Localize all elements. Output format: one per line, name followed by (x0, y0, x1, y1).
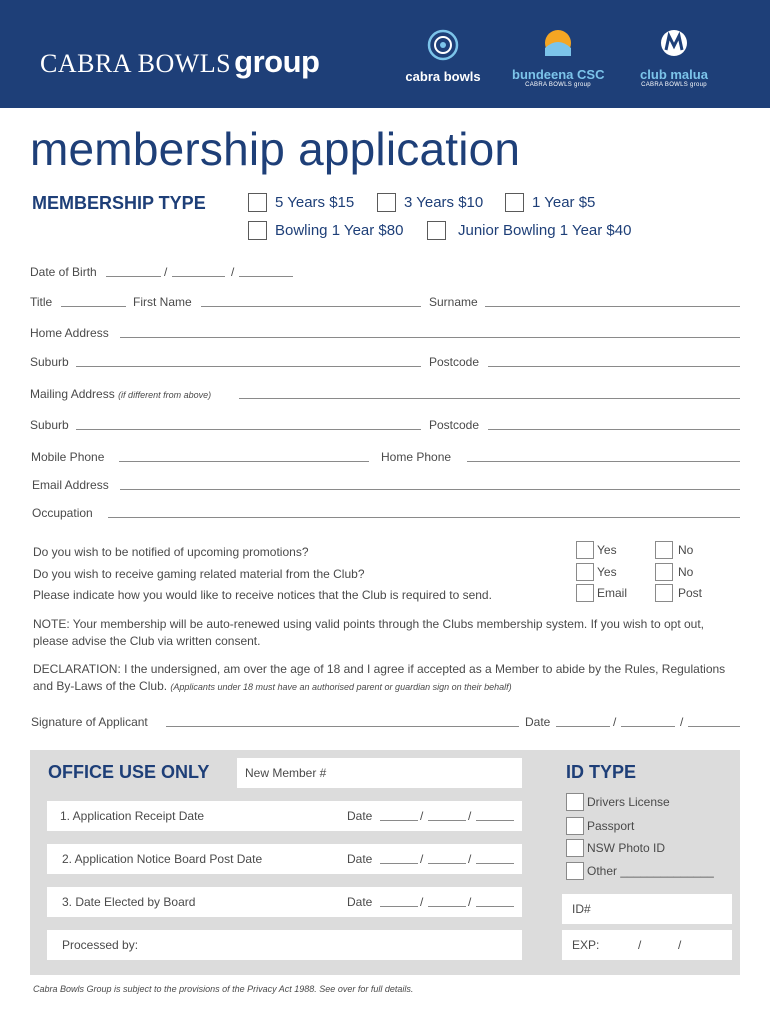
question-promotions: Do you wish to be notified of upcoming promotions? (33, 545, 309, 559)
postcode-field[interactable] (488, 366, 740, 367)
home-address-field[interactable] (120, 337, 740, 338)
home-phone-field[interactable] (467, 461, 740, 462)
date-separator: / (613, 715, 617, 729)
id-number-field[interactable] (562, 894, 732, 924)
brand-bold: group (234, 44, 320, 79)
auto-renew-note: NOTE: Your membership will be auto-renewed using valid points through the Clubs membership system. If you wish to opt out, please advise the Club via written consent. (33, 617, 704, 648)
surname-label: Surname (429, 295, 478, 309)
checkbox[interactable] (566, 862, 584, 880)
home-address-label: Home Address (30, 326, 109, 340)
promotions-yes-option[interactable] (576, 541, 617, 559)
date-separator: / (420, 895, 424, 909)
club-malua-logo (628, 28, 720, 88)
office-row-label: 1. Application Receipt Date (60, 809, 205, 823)
checkbox[interactable] (576, 563, 594, 581)
date-separator: / (231, 265, 235, 279)
dob-label: Date of Birth (30, 265, 97, 279)
option-label: Bowling 1 Year $80 (275, 222, 404, 239)
option-label: Junior Bowling 1 Year $40 (458, 222, 632, 239)
date-separator: / (468, 809, 472, 823)
option-label: Other ______________ (587, 864, 714, 878)
date-month-line (428, 820, 466, 821)
bundeena-csc-logo (512, 28, 604, 88)
option-label: Drivers License (587, 795, 670, 809)
signature-label: Signature of Applicant (31, 715, 148, 729)
office-row-date-label: Date (347, 895, 373, 909)
dob-year-field[interactable] (239, 276, 293, 277)
signature-year-field[interactable] (688, 726, 740, 727)
declaration-text: DECLARATION: I the undersigned, am over the age of 18 and I agree if accepted as a Member to abide by the Rules, Regulations and By-Laws of the Club. (33, 662, 726, 693)
declaration (33, 661, 733, 696)
signature-field[interactable] (166, 726, 519, 727)
date-month-line (428, 906, 466, 907)
office-row-label: 2. Application Notice Board Post Date (62, 852, 263, 866)
membership-option-bowling[interactable] (248, 221, 403, 240)
date-year-line (476, 820, 514, 821)
date-separator: / (420, 852, 424, 866)
new-member-label: New Member # (245, 766, 327, 780)
date-year-line (476, 863, 514, 864)
mailing-address-label (30, 387, 211, 401)
logo-tagline: CABRA BOWLS group (525, 82, 591, 88)
membership-option-5yr[interactable] (248, 193, 354, 212)
email-field[interactable] (120, 489, 740, 490)
mobile-phone-field[interactable] (119, 461, 369, 462)
processed-by-field[interactable] (47, 930, 522, 960)
page-title: membership application (30, 123, 521, 175)
logo-tagline: CABRA BOWLS group (641, 82, 707, 88)
promotions-no-option[interactable] (655, 541, 693, 559)
option-label: 1 Year $5 (532, 194, 596, 211)
signature-date-label: Date (525, 715, 551, 729)
option-label: No (678, 543, 694, 557)
membership-option-1yr[interactable] (505, 193, 595, 212)
logo-name: club malua (640, 67, 708, 82)
date-day-line (380, 906, 418, 907)
gaming-yes-option[interactable] (576, 563, 617, 581)
office-row[interactable] (47, 801, 522, 831)
date-day-line (380, 820, 418, 821)
date-day-line (380, 863, 418, 864)
date-separator: / (680, 715, 684, 729)
date-separator: / (638, 938, 642, 952)
option-label: Post (678, 586, 703, 600)
checkbox[interactable] (248, 193, 267, 212)
signature-month-field[interactable] (621, 726, 675, 727)
membership-option-3yr[interactable] (377, 193, 483, 212)
mobile-phone-label: Mobile Phone (31, 450, 105, 464)
question-gaming: Do you wish to receive gaming related material from the Club? (33, 567, 365, 581)
option-label: Passport (587, 819, 635, 833)
id-type-title: ID TYPE (566, 762, 637, 782)
first-name-field[interactable] (201, 306, 421, 307)
question-notices: Please indicate how you would like to receive notices that the Club is required to send. (33, 588, 492, 602)
notices-email-option[interactable] (576, 584, 627, 602)
date-separator: / (678, 938, 682, 952)
id-option-other[interactable] (566, 862, 714, 880)
occupation-label: Occupation (32, 506, 93, 520)
suburb-field[interactable] (76, 366, 421, 367)
privacy-footer: Cabra Bowls Group is subject to the provisions of the Privacy Act 1988. See over for full details. (33, 984, 414, 994)
checkbox[interactable] (655, 563, 673, 581)
checkbox[interactable] (377, 193, 396, 212)
option-label: 5 Years $15 (275, 194, 355, 211)
option-label: 3 Years $10 (404, 194, 484, 211)
option-label: NSW Photo ID (587, 841, 666, 855)
id-option-nsw-photo-id[interactable] (566, 839, 665, 857)
suburb-label: Suburb (30, 418, 69, 432)
date-separator: / (420, 809, 424, 823)
new-member-number-field[interactable] (237, 758, 522, 788)
id-number-label: ID# (572, 902, 591, 916)
date-separator: / (468, 852, 472, 866)
id-expiry-label: EXP: (572, 938, 600, 952)
first-name-label: First Name (133, 295, 192, 309)
office-row-date-label: Date (347, 809, 373, 823)
checkbox[interactable] (427, 221, 446, 240)
checkbox[interactable] (576, 541, 594, 559)
date-separator: / (164, 265, 168, 279)
bowls-ball-icon (426, 28, 460, 62)
date-separator: / (468, 895, 472, 909)
option-label: Yes (597, 543, 617, 557)
postcode-label: Postcode (429, 418, 480, 432)
checkbox[interactable] (576, 584, 594, 602)
checkbox[interactable] (566, 839, 584, 857)
id-option-passport[interactable] (566, 817, 634, 835)
suburb-label: Suburb (30, 355, 69, 369)
mailing-address-note: (if different from above) (118, 390, 212, 400)
gaming-no-option[interactable] (655, 563, 693, 581)
brand-main: CABRA BOWLS (40, 49, 232, 78)
office-row-date-label: Date (347, 852, 373, 866)
membership-type-label: MEMBERSHIP TYPE (32, 193, 206, 213)
logo-name: cabra bowls (405, 69, 481, 84)
mailing-suburb-field[interactable] (76, 429, 421, 430)
id-expiry-field[interactable] (562, 930, 732, 960)
malua-m-icon (657, 28, 691, 60)
checkbox[interactable] (566, 793, 584, 811)
id-option-drivers-license[interactable] (566, 793, 670, 811)
dob-day-field[interactable] (106, 276, 161, 277)
checkbox[interactable] (655, 541, 673, 559)
date-year-line (476, 906, 514, 907)
cabra-bowls-logo (398, 28, 488, 84)
header-banner (0, 0, 770, 108)
checkbox[interactable] (655, 584, 673, 602)
logo-name: bundeena CSC (512, 67, 605, 82)
checkbox[interactable] (566, 817, 584, 835)
postcode-label: Postcode (429, 355, 480, 369)
declaration-note: (Applicants under 18 must have an authorised parent or guardian sign on their behalf) (170, 682, 512, 692)
sun-wave-icon (541, 28, 575, 60)
checkbox[interactable] (248, 221, 267, 240)
date-month-line (428, 863, 466, 864)
signature-day-field[interactable] (556, 726, 610, 727)
notices-post-option[interactable] (655, 584, 702, 602)
processed-by-label: Processed by: (62, 938, 139, 952)
office-row[interactable] (47, 887, 522, 917)
checkbox[interactable] (505, 193, 524, 212)
occupation-field[interactable] (108, 517, 740, 518)
title-label: Title (30, 295, 53, 309)
option-label: Yes (597, 565, 617, 579)
email-label: Email Address (32, 478, 109, 492)
membership-option-junior-bowling[interactable] (427, 221, 631, 240)
brand-wordmark (40, 44, 319, 80)
office-row[interactable] (47, 844, 522, 874)
home-phone-label: Home Phone (381, 450, 452, 464)
surname-field[interactable] (485, 306, 740, 307)
mailing-address-field[interactable] (239, 398, 740, 399)
mailing-postcode-field[interactable] (488, 429, 740, 430)
option-label: No (678, 565, 694, 579)
dob-month-field[interactable] (172, 276, 225, 277)
title-field[interactable] (61, 306, 126, 307)
office-use-title: OFFICE USE ONLY (48, 762, 210, 782)
option-label: Email (597, 586, 628, 600)
mailing-address-text: Mailing Address (30, 387, 115, 401)
office-row-label: 3. Date Elected by Board (62, 895, 196, 909)
